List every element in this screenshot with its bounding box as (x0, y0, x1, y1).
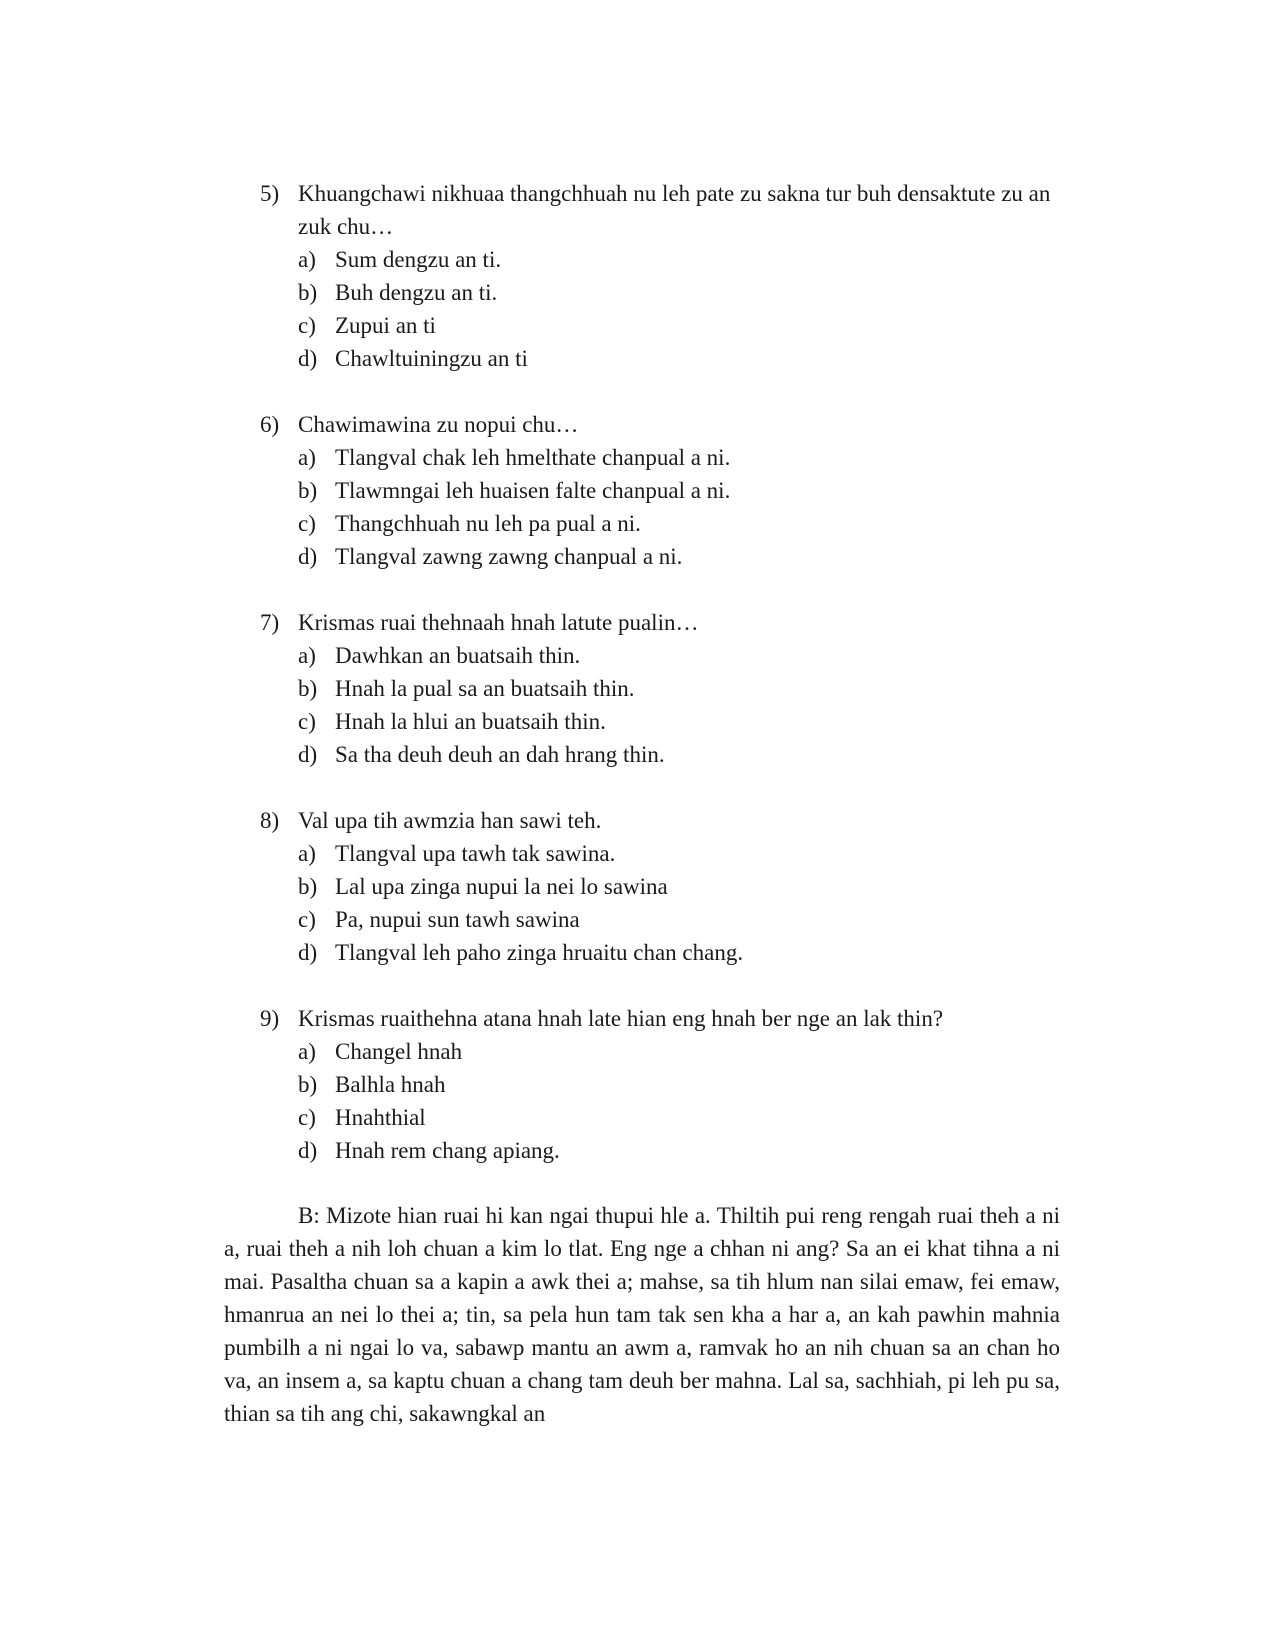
option-item (260, 441, 1060, 474)
option-letter: b) (298, 874, 318, 899)
option-letter: c) (298, 313, 316, 338)
option-item (260, 837, 1060, 870)
option-letter: c) (298, 1105, 316, 1130)
option-text: Tlangval chak leh hmelthate chanpual a ni. (335, 445, 731, 470)
option-letter: c) (298, 907, 316, 932)
option-item (260, 936, 1060, 969)
question-text: Val upa tih awmzia han sawi teh. (298, 808, 602, 833)
option-item (260, 342, 1060, 375)
question-item (260, 177, 1060, 375)
option-text: Changel hnah (335, 1039, 463, 1064)
option-text: Chawltuiningzu an ti (335, 346, 528, 371)
option-letter: a) (298, 247, 316, 272)
option-text: Hnahthial (335, 1105, 426, 1130)
question-stem (260, 606, 1060, 639)
option-letter: d) (298, 742, 318, 767)
question-item (260, 1002, 1060, 1167)
option-item (260, 738, 1060, 771)
option-text: Dawhkan an buatsaih thin. (335, 643, 581, 668)
option-item (260, 639, 1060, 672)
option-text: Pa, nupui sun tawh sawina (335, 907, 580, 932)
option-text: Zupui an ti (335, 313, 436, 338)
question-stem (260, 804, 1060, 837)
option-list (260, 639, 1060, 771)
option-item (260, 507, 1060, 540)
option-letter: b) (298, 1072, 318, 1097)
option-letter: d) (298, 544, 318, 569)
option-list (260, 837, 1060, 969)
question-number: 6) (260, 412, 280, 437)
option-item (260, 1035, 1060, 1068)
option-letter: b) (298, 280, 318, 305)
option-text: Hnah rem chang apiang. (335, 1138, 560, 1163)
option-text: Sum dengzu an ti. (335, 247, 502, 272)
question-stem (260, 1002, 1060, 1035)
option-item (260, 243, 1060, 276)
option-item (260, 870, 1060, 903)
question-number: 5) (260, 181, 280, 206)
option-item (260, 1068, 1060, 1101)
option-text: Sa tha deuh deuh an dah hrang thin. (335, 742, 665, 767)
option-text: Thangchhuah nu leh pa pual a ni. (335, 511, 641, 536)
question-text: Krismas ruai thehnaah hnah latute pualin… (298, 610, 699, 635)
question-number: 7) (260, 610, 280, 635)
option-letter: d) (298, 346, 318, 371)
option-item (260, 672, 1060, 705)
question-stem (260, 177, 1060, 243)
option-item (260, 276, 1060, 309)
question-item (260, 408, 1060, 573)
option-letter: c) (298, 709, 316, 734)
question-item (260, 804, 1060, 969)
option-list (260, 1035, 1060, 1167)
option-letter: a) (298, 445, 316, 470)
option-text: Tlawmngai leh huaisen falte chanpual a ni. (335, 478, 731, 503)
option-item (260, 705, 1060, 738)
option-text: Buh dengzu an ti. (335, 280, 498, 305)
option-text: Hnah la hlui an buatsaih thin. (335, 709, 606, 734)
option-list (260, 243, 1060, 375)
option-letter: b) (298, 676, 318, 701)
option-text: Hnah la pual sa an buatsaih thin. (335, 676, 635, 701)
option-letter: a) (298, 1039, 316, 1064)
option-item (260, 474, 1060, 507)
option-item (260, 1101, 1060, 1134)
option-letter: b) (298, 478, 318, 503)
question-text: Chawimawina zu nopui chu… (298, 412, 579, 437)
option-letter: a) (298, 841, 316, 866)
question-number: 8) (260, 808, 280, 833)
question-item (260, 606, 1060, 771)
option-item (260, 903, 1060, 936)
question-list (260, 177, 1060, 1200)
option-text: Lal upa zinga nupui la nei lo sawina (335, 874, 668, 899)
option-item (260, 540, 1060, 573)
option-letter: c) (298, 511, 316, 536)
option-letter: d) (298, 940, 318, 965)
option-text: Tlangval zawng zawng chanpual a ni. (335, 544, 683, 569)
option-text: Balhla hnah (335, 1072, 446, 1097)
question-number: 9) (260, 1006, 280, 1031)
option-text: Tlangval upa tawh tak sawina. (335, 841, 616, 866)
passage-b: B: Mizote hian ruai hi kan ngai thupui hle a. Thiltih pui reng rengah ruai theh a ni a, ruai theh a nih loh chuan a kim lo tlat. Eng nge a chhan ni ang? Sa an ei khat tihna a ni mai. Pasaltha chuan sa a kapin a awk thei a; mahse, sa tih hlum nan silai emaw, fei emaw, hmanrua an nei lo thei a; tin, sa pela hun tam tak sen kha a har a, an kah pawhin mahnia pumbilh a ni ngai lo va, sabawp mantu an awm a, ramvak ho an nih chuan sa an chan ho va, an insem a, sa kaptu chuan a chang tam deuh ber mahna. Lal sa, sachhiah, pi leh pu sa, thian sa tih ang chi, sakawngkal an (224, 1203, 1060, 1426)
option-list (260, 441, 1060, 573)
option-letter: d) (298, 1138, 318, 1163)
option-text: Tlangval leh paho zinga hruaitu chan chang. (335, 940, 744, 965)
option-letter: a) (298, 643, 316, 668)
question-stem (260, 408, 1060, 441)
option-item (260, 1134, 1060, 1167)
question-text: Krismas ruaithehna atana hnah late hian eng hnah ber nge an lak thin? (298, 1006, 944, 1031)
question-text: Khuangchawi nikhuaa thangchhuah nu leh pate zu sakna tur buh densaktute zu an zuk chu… (298, 181, 1051, 239)
option-item (260, 309, 1060, 342)
